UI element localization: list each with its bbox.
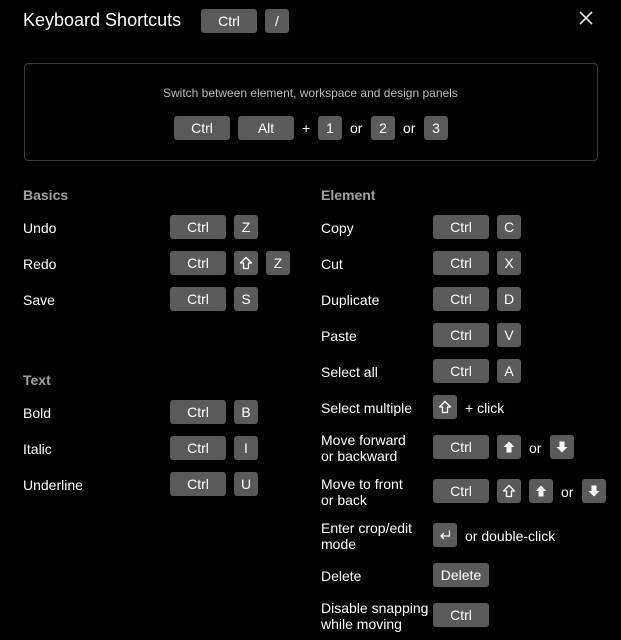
shortcut-label-copy: Copy xyxy=(321,220,354,236)
key-1: 1 xyxy=(318,116,342,140)
double-click-text: or double-click xyxy=(465,528,556,544)
key-z: Z xyxy=(234,215,258,239)
key-ctrl: Ctrl xyxy=(433,215,489,239)
shift-icon xyxy=(234,251,258,275)
key-ctrl: Ctrl xyxy=(433,323,489,347)
or-text: or xyxy=(529,440,542,456)
key-ctrl: Ctrl xyxy=(170,287,226,311)
shortcut-label-crop-2: mode xyxy=(321,536,357,552)
key-ctrl: Ctrl xyxy=(433,287,489,311)
dialog-title: Keyboard Shortcuts xyxy=(23,10,182,30)
key-ctrl: Ctrl xyxy=(170,215,226,239)
shortcut-label-move-front: Move to front xyxy=(321,476,403,492)
key-3: 3 xyxy=(424,116,448,140)
key-delete: Delete xyxy=(433,563,489,587)
shortcut-label-duplicate: Duplicate xyxy=(321,292,380,308)
enter-icon xyxy=(433,523,457,547)
key-z: Z xyxy=(266,251,290,275)
shortcut-label-move-front-2: or back xyxy=(321,492,367,508)
key-ctrl: Ctrl xyxy=(170,436,226,460)
key-a: A xyxy=(497,359,521,383)
key-u: U xyxy=(234,472,258,496)
key-c: C xyxy=(497,215,521,239)
key-alt: Alt xyxy=(238,116,294,140)
or-text: or xyxy=(350,120,363,136)
click-suffix-text: + click xyxy=(465,400,505,416)
shortcut-label-underline: Underline xyxy=(23,477,83,493)
arrow-down-icon xyxy=(550,435,574,459)
key-v: V xyxy=(497,323,521,347)
key-ctrl: Ctrl xyxy=(433,359,489,383)
panel-switch-text: Switch between element, workspace and design panels xyxy=(163,86,458,100)
shortcut-label-move-forward: Move forward xyxy=(321,432,406,448)
key-s: S xyxy=(234,287,258,311)
shortcut-label-move-forward-2: or backward xyxy=(321,448,398,464)
text-heading: Text xyxy=(23,372,51,388)
shortcut-label-undo: Undo xyxy=(23,220,57,236)
key-ctrl: Ctrl xyxy=(433,251,489,275)
key-slash: / xyxy=(265,9,289,33)
key-ctrl: Ctrl xyxy=(170,400,226,424)
key-i: I xyxy=(234,436,258,460)
basics-heading: Basics xyxy=(23,187,69,203)
shift-icon xyxy=(433,395,457,419)
shift-icon xyxy=(497,479,521,503)
arrow-up-icon xyxy=(529,479,553,503)
shortcut-label-crop: Enter crop/edit xyxy=(321,520,413,536)
shortcut-label-bold: Bold xyxy=(23,405,52,421)
close-icon[interactable] xyxy=(577,9,595,27)
key-2: 2 xyxy=(371,116,395,140)
shortcut-label-snapping: Disable snapping xyxy=(321,600,429,616)
key-ctrl: Ctrl xyxy=(170,251,226,275)
key-ctrl: Ctrl xyxy=(433,435,489,459)
shortcut-label-select-all: Select all xyxy=(321,364,378,380)
shortcut-label-select-multiple: Select multiple xyxy=(321,400,413,416)
shortcut-label-delete: Delete xyxy=(321,568,362,584)
key-x: X xyxy=(497,251,521,275)
panel-switch-box xyxy=(24,63,598,161)
key-d: D xyxy=(497,287,521,311)
plus-text: + xyxy=(302,120,311,136)
arrow-up-icon xyxy=(497,435,521,459)
key-b: B xyxy=(234,400,258,424)
shortcut-label-redo: Redo xyxy=(23,256,57,272)
arrow-down-icon xyxy=(582,479,606,503)
key-ctrl: Ctrl xyxy=(201,9,257,33)
shortcut-label-snapping-2: while moving xyxy=(321,616,402,632)
shortcut-label-cut: Cut xyxy=(321,256,343,272)
key-ctrl: Ctrl xyxy=(174,116,230,140)
or-text: or xyxy=(403,120,416,136)
key-ctrl: Ctrl xyxy=(170,472,226,496)
shortcut-label-italic: Italic xyxy=(23,441,52,457)
shortcut-label-paste: Paste xyxy=(321,328,357,344)
or-text: or xyxy=(561,484,574,500)
key-ctrl: Ctrl xyxy=(433,603,489,627)
shortcut-label-save: Save xyxy=(23,292,55,308)
key-ctrl: Ctrl xyxy=(433,479,489,503)
element-heading: Element xyxy=(321,187,376,203)
